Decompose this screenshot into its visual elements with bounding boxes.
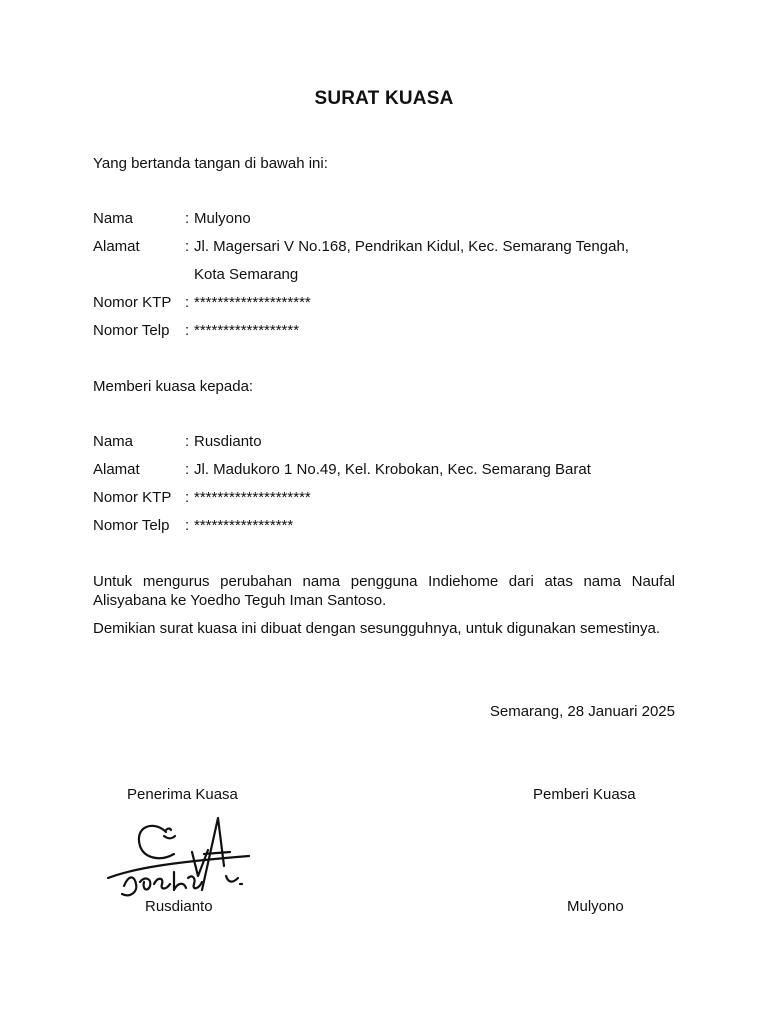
- intro-text: Yang bertanda tangan di bawah ini:: [93, 155, 328, 172]
- colon: :: [185, 517, 190, 534]
- colon: :: [185, 461, 190, 478]
- grantor-address-line1: Jl. Magersari V No.168, Pendrikan Kidul, Kec. Semarang Tengah,: [194, 238, 629, 255]
- closing-paragraph: Demikian surat kuasa ini dibuat dengan sesungguhnya, untuk digunakan semestinya.: [93, 620, 661, 637]
- grantee-name-value: Rusdianto: [194, 433, 262, 450]
- grantee-name-label: Nama: [93, 433, 134, 450]
- grantee-phone-label: Nomor Telp: [93, 517, 170, 534]
- receiver-title: Penerima Kuasa: [127, 786, 238, 803]
- grantor-name-label: Nama: [93, 210, 134, 227]
- grantee-address-label: Alamat: [93, 461, 140, 478]
- colon: :: [185, 489, 190, 506]
- document-title: SURAT KUASA: [314, 88, 454, 109]
- giver-name: Mulyono: [567, 898, 624, 915]
- grantor-phone-value: ******************: [194, 322, 300, 339]
- grantee-ktp-label: Nomor KTP: [93, 489, 172, 506]
- grantor-address-label: Alamat: [93, 238, 140, 255]
- colon: :: [185, 238, 190, 255]
- colon: :: [185, 210, 190, 227]
- grantee-ktp-value: ********************: [194, 489, 311, 506]
- colon: :: [185, 294, 190, 311]
- grantee-address-line1: Jl. Madukoro 1 No.49, Kel. Krobokan, Kec. Semarang Barat: [194, 461, 591, 478]
- receiver-name: Rusdianto: [145, 898, 213, 915]
- grantor-phone-label: Nomor Telp: [93, 322, 170, 339]
- grantor-name-value: Mulyono: [194, 210, 251, 227]
- grantor-address-line2: Kota Semarang: [194, 266, 299, 283]
- place-date: Semarang, 28 Januari 2025: [489, 703, 675, 720]
- mid-text: Memberi kuasa kepada:: [93, 378, 254, 395]
- colon: :: [185, 322, 190, 339]
- grantor-ktp-value: ********************: [194, 294, 311, 311]
- grantee-phone-value: *****************: [194, 517, 294, 534]
- purpose-paragraph: Untuk mengurus perubahan nama pengguna Indiehome dari atas nama Naufal Alisyabana ke Yoedho Teguh Iman Santoso.: [93, 573, 675, 609]
- giver-title: Pemberi Kuasa: [533, 786, 636, 803]
- grantor-ktp-label: Nomor KTP: [93, 294, 172, 311]
- signature-image: [104, 812, 254, 902]
- colon: :: [185, 433, 190, 450]
